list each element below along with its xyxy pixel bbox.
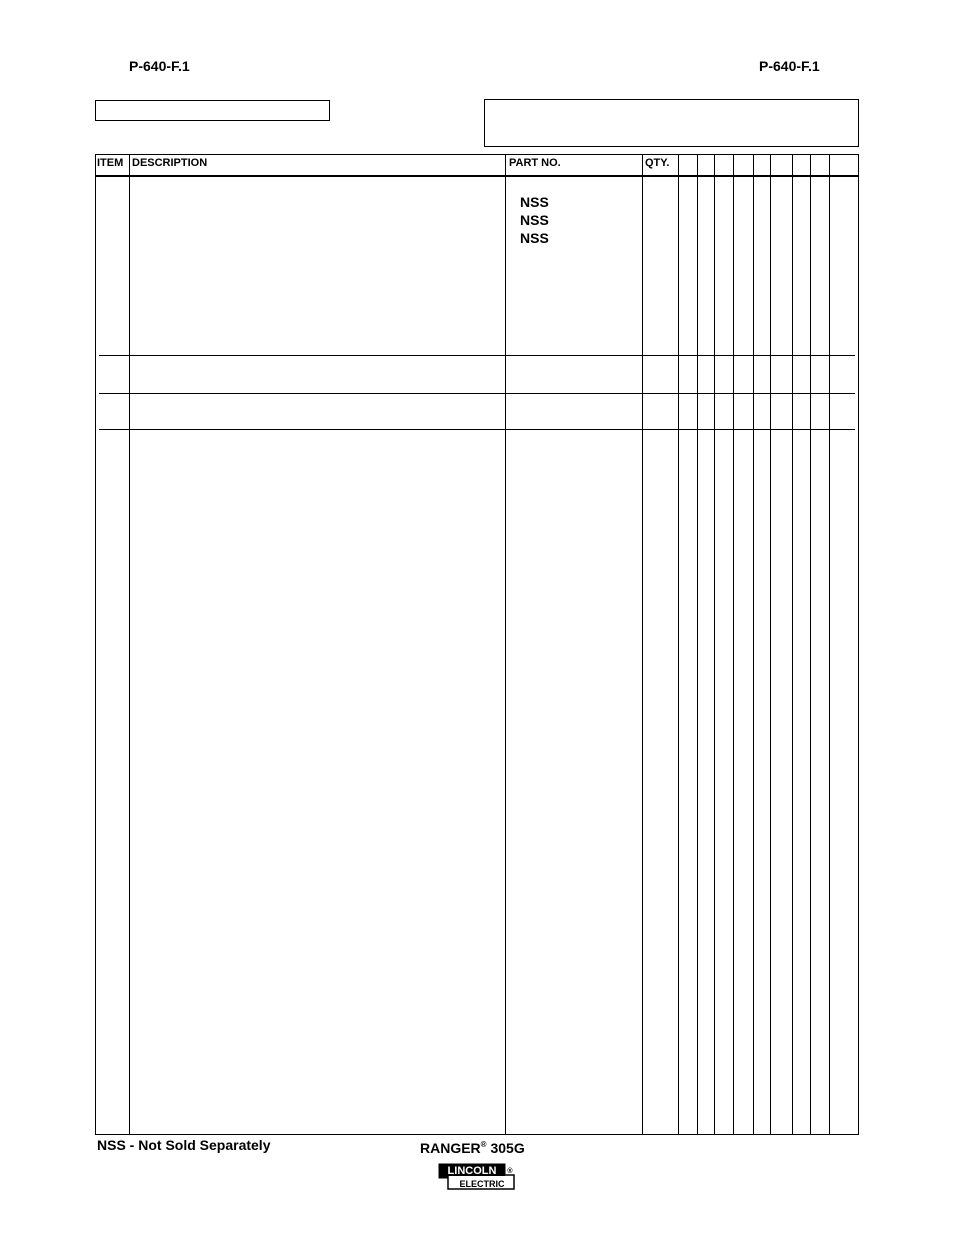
col-sep-5: [770, 154, 771, 1134]
title-box-left: [95, 100, 330, 121]
col-header-part-no: PART NO.: [509, 157, 561, 169]
row-separator: [99, 393, 855, 394]
page-code-right: P-640-F.1: [759, 58, 820, 74]
page-code-left: P-640-F.1: [129, 58, 190, 74]
part-number-cell: NSS: [520, 212, 549, 228]
col-sep-1: [697, 154, 698, 1134]
col-sep-item: [129, 154, 130, 1134]
lincoln-electric-logo: [438, 1163, 518, 1191]
model-number: 305G: [486, 1140, 525, 1156]
parts-table-frame: [95, 154, 859, 1135]
col-sep-3: [733, 154, 734, 1134]
logo-text-top: LINCOLN: [447, 1165, 497, 1177]
col-sep-4: [753, 154, 754, 1134]
model-name-brand: RANGER: [420, 1140, 481, 1156]
col-sep-partno: [642, 154, 643, 1134]
col-sep-7: [810, 154, 811, 1134]
col-sep-description: [505, 154, 506, 1134]
logo-reg-mark: ®: [507, 1168, 513, 1175]
part-number-cell: NSS: [520, 230, 549, 246]
nss-legend: NSS - Not Sold Separately: [97, 1137, 271, 1153]
part-number-cell: NSS: [520, 194, 549, 210]
col-header-item: ITEM: [97, 157, 124, 169]
row-separator: [99, 429, 855, 430]
col-sep-6: [792, 154, 793, 1134]
col-sep-qty: [678, 154, 679, 1134]
row-separator: [99, 355, 855, 356]
lincoln-electric-logo-icon: [438, 1163, 518, 1191]
col-sep-2: [714, 154, 715, 1134]
col-header-qty: QTY.: [645, 157, 670, 169]
logo-text-bottom: ELECTRIC: [459, 1179, 505, 1189]
model-name: [420, 1140, 525, 1156]
title-box-right: [484, 99, 859, 147]
col-header-description: DESCRIPTION: [132, 157, 208, 169]
header-rule: [95, 175, 859, 177]
registered-mark: ®: [480, 1140, 487, 1149]
col-sep-8: [829, 154, 830, 1134]
